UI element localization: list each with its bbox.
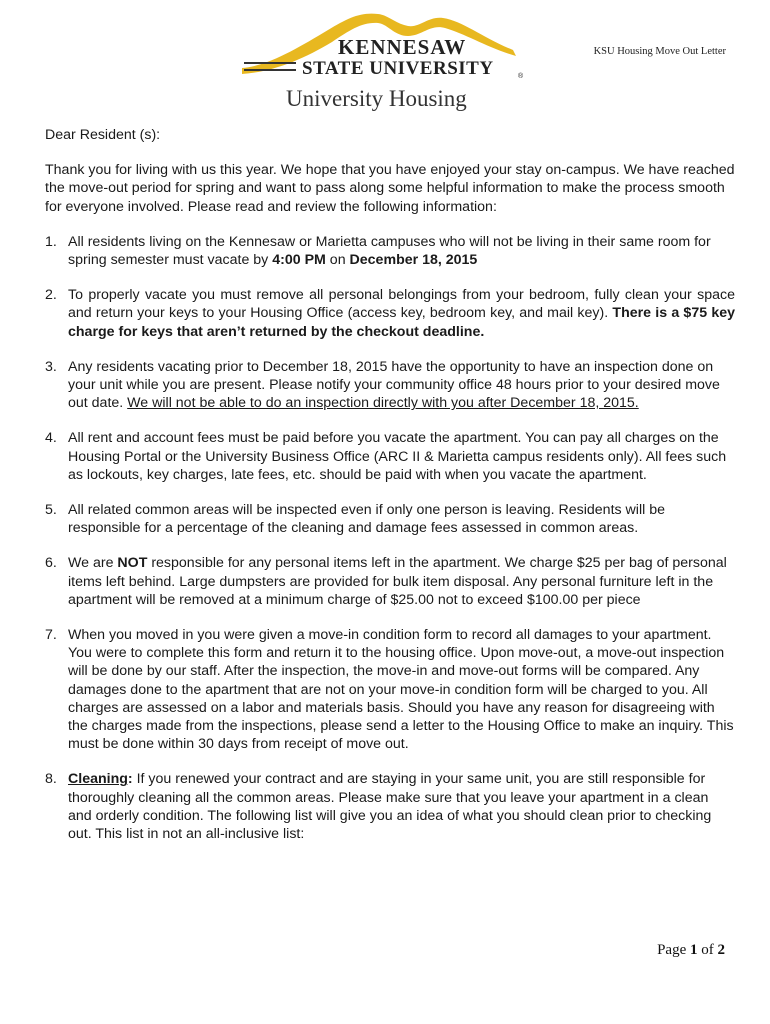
item-number: 8. <box>45 771 57 788</box>
item-text: To properly vacate you must remove all personal belongings from your bedroom, fully clean your space and return your keys to your Housing Office (access key, bedroom key, and mail key). <box>68 287 735 322</box>
letter-body <box>45 126 735 860</box>
list-item <box>45 358 735 413</box>
item-text: We are <box>68 555 118 572</box>
key-charge-notice: There is a $75 key charge for keys that aren’t returned by the checkout deadline. <box>68 305 736 340</box>
page-word: Page <box>657 942 690 958</box>
current-page: 1 <box>690 942 698 958</box>
ksu-logo <box>238 8 538 116</box>
cleaning-label: Cleaning <box>68 771 128 788</box>
item-text: All rent and account fees must be paid before you vacate the apartment. You can pay all charges on the Housing Portal or the University Business Office (ARC II & Marietta campus residents only). All fees such as lockouts, key charges, late fees, etc. should be paid with when you vacate the apartment. <box>68 430 727 483</box>
vacate-date: December 18, 2015 <box>349 252 478 269</box>
item-number: 1. <box>45 233 57 250</box>
page-indicator <box>657 942 725 959</box>
list-item <box>45 626 735 753</box>
registered-mark: ® <box>518 73 524 80</box>
item-number: 2. <box>45 287 57 304</box>
list-item <box>45 554 735 609</box>
intro-paragraph: Thank you for living with us this year. We hope that you have enjoyed your stay on-campus. We have reached the move-out period for spring and want to pass along some helpful information to make the process smooth for everyone involved. Please read and review the following information: <box>45 162 735 215</box>
logo-kennesaw: KENNESAW <box>338 35 467 59</box>
list-item <box>45 429 735 484</box>
logo-rule-bottom <box>244 69 296 71</box>
item-text: When you moved in you were given a move-in condition form to record all damages to your apartment. You were to complete this form and return it to the housing office. Upon move-out, a move-out inspection will be done by our staff. After the inspection, the move-in and move-out forms will be compared. Any damages done to the apartment that are not on your move-in condition form will be charged to you. All charges are assessed on a labor and materials basis. Should you have any reason for disagreeing with the charges made from the inspections, please send a letter to the Housing Office to make an inquiry. This must be done within 30 days from receipt of move out. <box>68 627 734 753</box>
vacate-time: 4:00 PM <box>272 252 326 269</box>
item-number: 3. <box>45 358 57 375</box>
item-number: 7. <box>45 627 57 644</box>
document-label: KSU Housing Move Out Letter <box>593 46 726 57</box>
inspection-notice: We will not be able to do an inspection directly with you after December 18, 2015. <box>127 395 639 412</box>
item-number: 6. <box>45 555 57 572</box>
not-emphasis: NOT <box>117 555 148 572</box>
item-text: Any residents vacating prior to December 18, 2015 have the opportunity to have an inspection done on your unit while you are present. Please notify your community office 48 hours prior to your desired move out date. <box>68 358 720 412</box>
item-text: on <box>325 252 350 269</box>
instruction-list <box>45 233 735 843</box>
item-number: 4. <box>45 430 57 447</box>
department-title: University Housing <box>286 86 467 111</box>
logo-rule-top <box>244 62 296 64</box>
cleaning-colon: : <box>127 771 133 788</box>
total-pages: 2 <box>717 942 725 958</box>
list-item <box>45 286 735 341</box>
item-text: responsible for any personal items left in the apartment. We charge $25 per bag of personal items left behind. Large dumpsters are provided for bulk item disposal. Any personal furniture left in the apartment will be removed at a minimum charge of $25.00 not to exceed $100.00 per piece <box>68 555 727 608</box>
list-item <box>45 770 735 843</box>
item-text: If you renewed your contract and are staying in your same unit, you are still responsible for thoroughly cleaning all the common areas. Please make sure that you leave your apartment in a clean and orderly condition. The following list will give you an idea of what you should clean prior to checking out. This list in not an all-inclusive list: <box>68 771 712 843</box>
list-item <box>45 501 735 537</box>
list-item <box>45 233 735 269</box>
item-text: All residents living on the Kennesaw or Marietta campuses who will not be living in their same room for spring semester must vacate by <box>68 233 711 269</box>
salutation: Dear Resident (s): <box>45 127 161 143</box>
of-word: of <box>697 942 718 958</box>
item-text: All related common areas will be inspected even if only one person is leaving. Residents will be responsible for a percentage of the cleaning and damage fees assessed in common areas. <box>68 502 665 537</box>
item-number: 5. <box>45 502 57 519</box>
logo-state-university: STATE UNIVERSITY <box>302 58 494 79</box>
